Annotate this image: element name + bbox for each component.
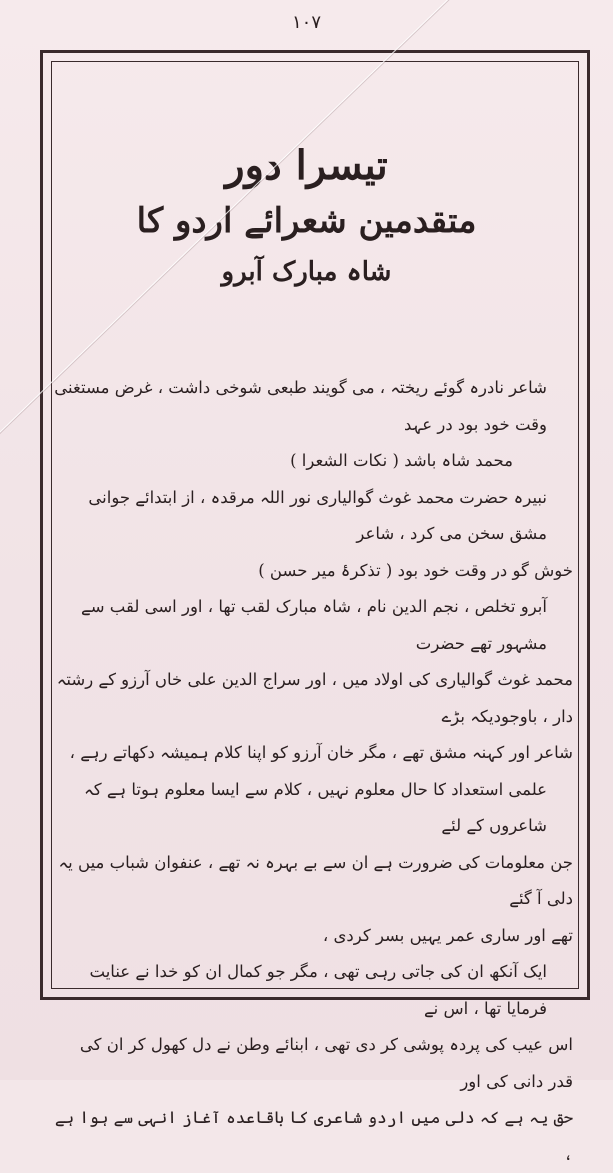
text-line: آبرو تخلص ، نجم الدین نام ، شاہ مبارک لقب تھا ، اور اسی لقب سے مشہور تھے حضرت — [81, 597, 547, 653]
text-line: علمی استعداد کا حال معلوم نہیں ، کلام سے ایسا معلوم ہوتا ہے کہ شاعروں کے لئے — [84, 779, 547, 835]
text-line: حق یہ ہے کہ دلی میں اردو شاعری کا باقاعدہ آغاز انہی سے ہوا ہے ، — [54, 1108, 573, 1164]
body-text — [52, 370, 573, 1173]
poet-name: شاہ مبارک آبرو — [221, 257, 392, 287]
heading-block — [56, 140, 557, 292]
text-line: تھے اور ساری عمر یہیں بسر کردی ، — [322, 925, 573, 945]
text-line: محمد شاہ باشد ( نکات الشعرا ) — [290, 451, 513, 470]
text-line: ایک آنکھ ان کی جاتی رہی تھی ، مگر جو کمال ان کو خدا نے عنایت فرمایا تھا ، اس نے — [89, 962, 547, 1018]
text-line: شاعر نادرہ گوئے ریختہ ، می گویند طبعی شوخی داشت ، غرض مستغنی وقت خود بود در عہد — [54, 378, 547, 434]
text-line: خوش گو در وقت خود بود ( تذکرۂ میر حسن ) — [258, 560, 573, 580]
text-line: جن معلومات کی ضرورت ہے ان سے بے بہرہ نہ تھے ، عنفوان شباب میں یہ دلی آ گئے — [58, 852, 573, 908]
text-line: شاعر اور کہنہ مشق تھے ، مگر خان آرزو کو اپنا کلام ہمیشہ دکھاتے رہے ، — [69, 743, 573, 762]
chapter-title: تیسرا دور — [225, 142, 388, 189]
page-number: ۱۰۷ — [291, 12, 321, 33]
text-line: اس عیب کی پردہ پوشی کر دی تھی ، ابنائے وطن نے دل کھول کر ان کی قدر دانی کی اور — [79, 1035, 573, 1091]
chapter-subtitle: متقدمین شعرائے اردو کا — [136, 201, 477, 241]
text-line: محمد غوث گوالیاری کی اولاد میں ، اور سراج الدین علی خاں آرزو کے رشتہ دار ، باوجودیکہ بڑے — [56, 670, 573, 726]
text-line: نبیرہ حضرت محمد غوث گوالیاری نور اللہ مرقدہ ، از ابتدائے جوانی مشق سخن می کرد ، شاعر — [88, 487, 547, 543]
